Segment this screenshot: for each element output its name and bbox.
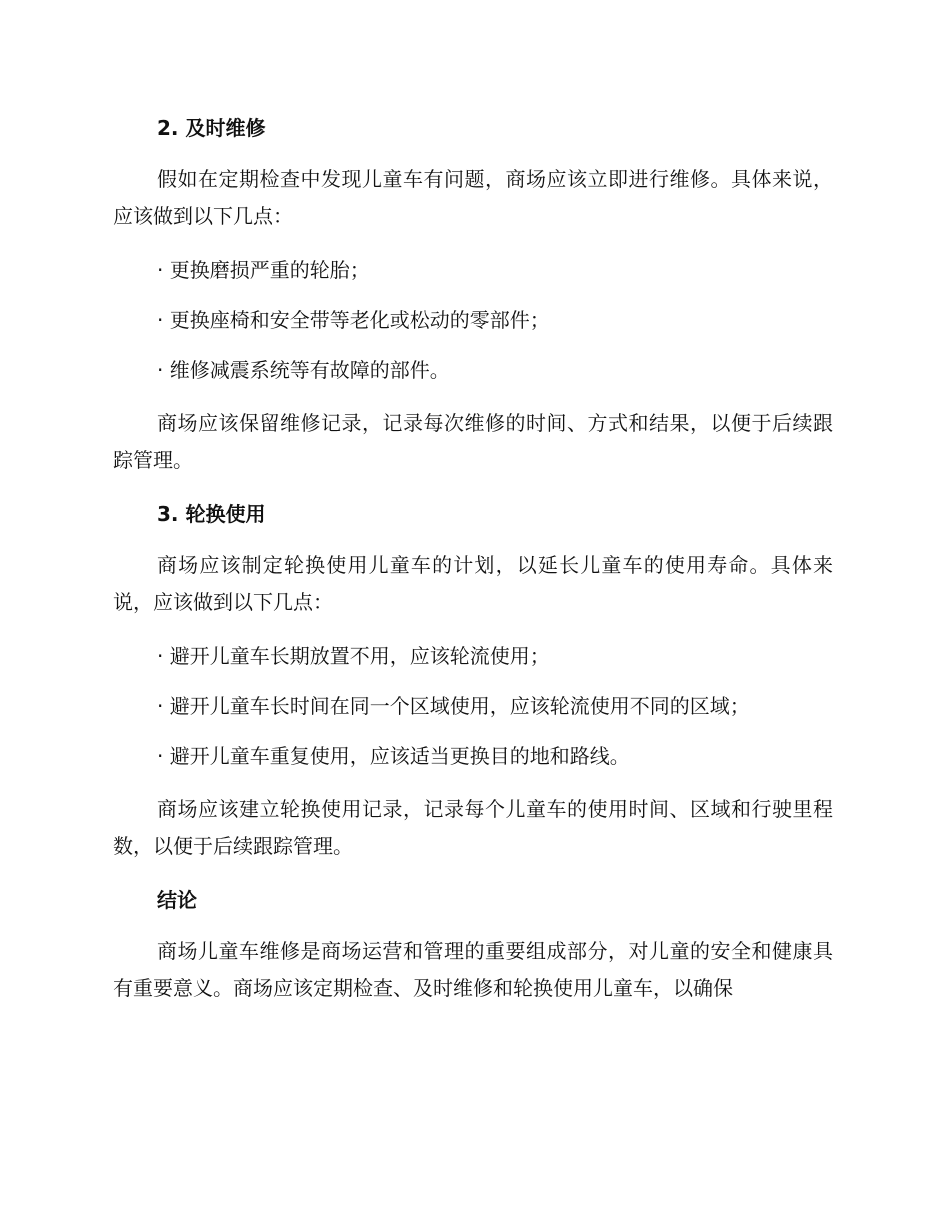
document-page [113, 113, 833, 1007]
bullet-item: · 维修减震系统等有故障的部件。 [157, 358, 450, 382]
bullet-item: · 更换磨损严重的轮胎； [157, 258, 370, 282]
section-note-paragraph: 商场应该保留维修记录，记录每次维修的时间、方式和结果，以便于后续跟踪管理。 [113, 411, 833, 472]
section-intro-paragraph: 假如在定期检查中发现儿童车有问题，商场应该立即进行维修。具体来说，应该做到以下几点： [113, 167, 833, 228]
section-heading-timely-repair: 2. 及时维修 [157, 116, 266, 140]
section-heading-conclusion: 结论 [157, 888, 197, 912]
conclusion-paragraph: 商场儿童车维修是商场运营和管理的重要组成部分，对儿童的安全和健康具有重要意义。商场应该定期检查、及时维修和轮换使用儿童车，以确保 [113, 939, 833, 1000]
bullet-item: · 避开儿童车长期放置不用，应该轮流使用； [157, 644, 550, 668]
bullet-item: · 避开儿童车重复使用，应该适当更换目的地和路线。 [157, 744, 630, 768]
bullet-item: · 避开儿童车长时间在同一个区域使用，应该轮流使用不同的区域； [157, 694, 750, 718]
section-note-paragraph: 商场应该建立轮换使用记录，记录每个儿童车的使用时间、区域和行驶里程数，以便于后续跟踪管理。 [113, 797, 833, 858]
section-intro-paragraph: 商场应该制定轮换使用儿童车的计划，以延长儿童车的使用寿命。具体来说，应该做到以下几点： [113, 553, 833, 614]
section-heading-rotation-use: 3. 轮换使用 [157, 502, 266, 526]
bullet-item: · 更换座椅和安全带等老化或松动的零部件； [157, 308, 550, 332]
